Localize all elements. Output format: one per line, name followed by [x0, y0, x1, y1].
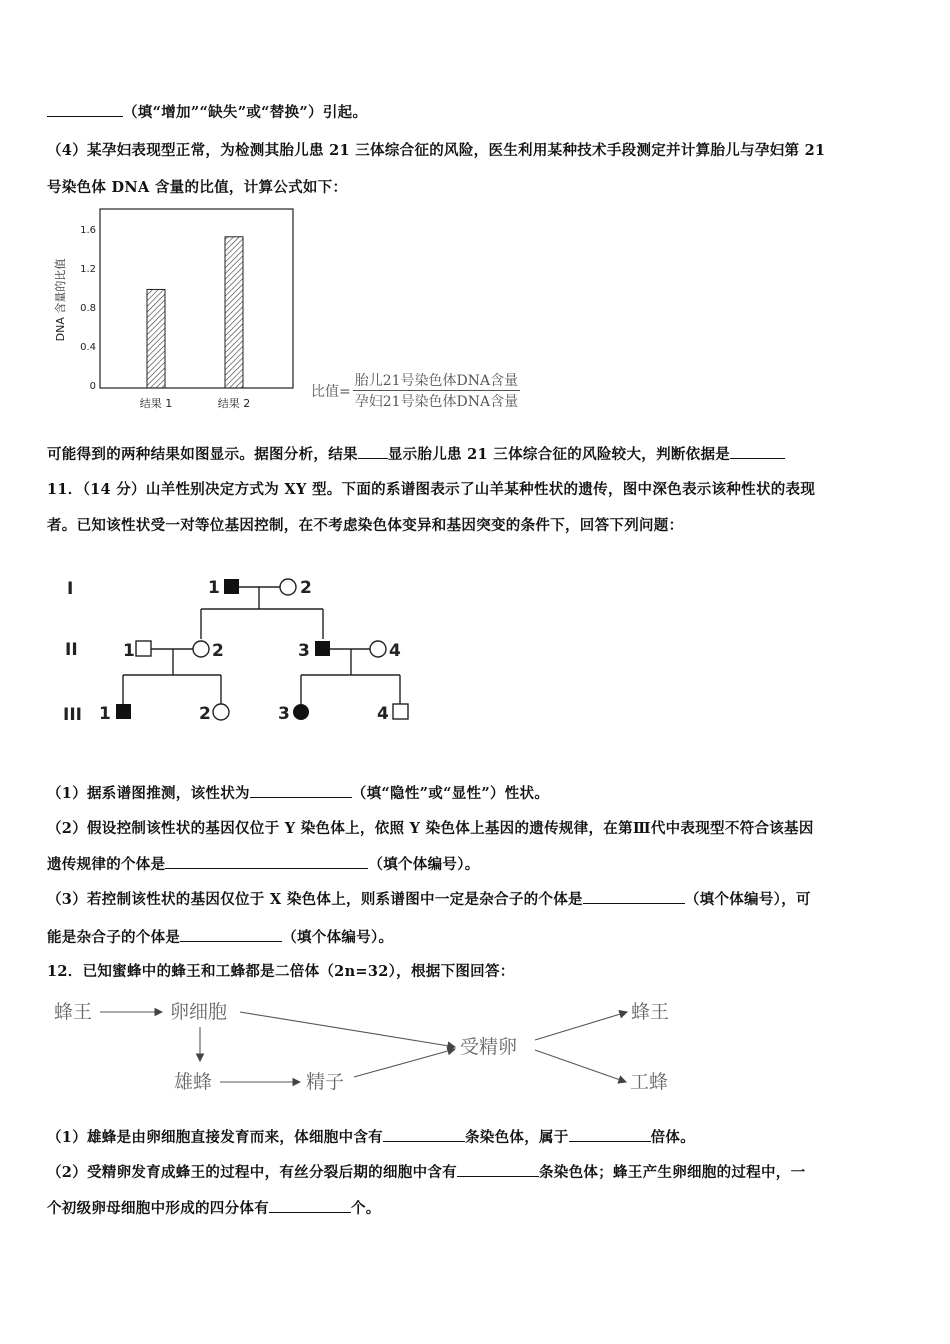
generation-label: II	[65, 640, 78, 660]
arrow	[354, 1049, 455, 1077]
gen2-male-3-affected	[315, 641, 330, 656]
individual-number: 2	[199, 704, 211, 724]
text: 个初级卵母细胞中形成的四分体有	[47, 1200, 269, 1217]
answer-blank[interactable]	[358, 444, 388, 459]
q12-stem: 12．已知蜜蜂中的蜂王和工蜂都是二倍体（2n=32），根据下图回答：	[47, 963, 515, 980]
chart-frame	[100, 209, 293, 388]
answer-blank[interactable]	[569, 1127, 651, 1142]
q11-1	[47, 782, 549, 803]
text: （填个体编号），可	[684, 891, 811, 908]
text: 遗传规律的个体是	[47, 856, 166, 873]
q10-3-tail	[47, 101, 367, 122]
text: （1）据系谱图推测，该性状为	[47, 785, 250, 802]
text: 个。	[351, 1200, 381, 1217]
y-axis-label: DNA 含量的比值	[54, 258, 67, 342]
q11-3-line2	[47, 926, 393, 947]
egg-label: 卵细胞	[170, 1001, 228, 1023]
answer-blank[interactable]	[250, 783, 352, 798]
formula-label: 比值=	[311, 383, 351, 400]
answer-blank[interactable]	[47, 102, 123, 117]
q10-4-line3	[47, 443, 785, 464]
text: （填个体编号）。	[368, 856, 480, 873]
y-tick-label: 1.6	[80, 225, 96, 236]
text: （填“隐性”或“显性”）性状。	[351, 785, 550, 802]
queen-label: 蜂王	[54, 1001, 93, 1023]
answer-blank[interactable]	[165, 854, 368, 869]
answer-blank[interactable]	[730, 444, 785, 459]
bar-2	[225, 237, 243, 388]
q11-3-line1	[47, 888, 811, 909]
q10-4-line2: 号染色体 DNA 含量的比值，计算公式如下：	[47, 179, 348, 196]
answer-blank[interactable]	[269, 1198, 351, 1213]
worker-label: 工蜂	[630, 1071, 669, 1093]
formula-denominator: 孕妇21号染色体DNA含量	[354, 394, 519, 410]
arrow	[535, 1012, 627, 1040]
queen-out-label: 蜂王	[631, 1001, 670, 1023]
zygote-label: 受精卵	[460, 1036, 518, 1058]
individual-number: 2	[212, 641, 224, 661]
x-category-label: 结果 1	[139, 397, 173, 410]
text: （2）受精卵发育成蜂王的过程中，有丝分裂后期的细胞中含有	[47, 1164, 457, 1181]
drone-label: 雄蜂	[174, 1071, 213, 1093]
y-tick-label: 0.4	[80, 342, 96, 353]
q12-1	[47, 1126, 695, 1147]
individual-number: 1	[99, 704, 111, 724]
q11-2-line2	[47, 853, 480, 874]
text: 条染色体；蜂王产生卵细胞的过程中，一	[539, 1164, 806, 1181]
answer-blank[interactable]	[383, 1127, 465, 1142]
pedigree-chart	[55, 565, 435, 735]
bee-reproduction-diagram	[50, 995, 690, 1100]
text: （填“增加”“缺失”或“替换”）引起。	[123, 104, 368, 121]
q11-stem-2: 者。已知该性状受一对等位基因控制，在不考虑染色体变异和基因突变的条件下，回答下列问题：	[47, 517, 684, 534]
gen3-female-3-affected	[293, 704, 309, 720]
text: （3）若控制该性状的基因仅位于 X 染色体上，则系谱图中一定是杂合子的个体是	[47, 891, 583, 908]
text: （1）雄蜂是由卵细胞直接发育而来，体细胞中含有	[47, 1129, 383, 1146]
text: 可能得到的两种结果如图显示。据图分析，结果	[47, 446, 358, 463]
individual-number: 1	[123, 641, 135, 661]
text: 条染色体，属于	[465, 1129, 569, 1146]
text: （填个体编号）。	[282, 929, 394, 946]
formula-numerator: 胎儿21号染色体DNA含量	[353, 370, 520, 391]
y-tick-label: 0.8	[80, 303, 96, 314]
sperm-label: 精子	[306, 1071, 345, 1093]
ratio-formula	[310, 370, 520, 411]
individual-number: 2	[300, 578, 312, 598]
individual-number: 4	[389, 641, 401, 661]
gen1-female-2	[280, 579, 296, 595]
gen3-male-4	[393, 704, 408, 719]
answer-blank[interactable]	[583, 889, 685, 904]
dna-ratio-chart	[50, 205, 300, 415]
text: 倍体。	[650, 1129, 696, 1146]
x-category-label: 结果 2	[217, 397, 251, 410]
gen2-female-4	[370, 641, 386, 657]
text: 能是杂合子的个体是	[47, 929, 181, 946]
y-tick-label: 0	[89, 381, 96, 392]
answer-blank[interactable]	[457, 1162, 539, 1177]
gen2-female-2	[193, 641, 209, 657]
q11-2-line1: （2）假设控制该性状的基因仅位于 Y 染色体上，依照 Y 染色体上基因的遗传规律，在第Ⅲ代中表现型不符合该基因	[47, 820, 814, 837]
individual-number: 3	[278, 704, 290, 724]
q12-2-line2	[47, 1197, 381, 1218]
individual-number: 3	[298, 641, 310, 661]
text: 显示胎儿患 21 三体综合征的风险较大，判断依据是	[387, 446, 731, 463]
individual-number: 1	[208, 578, 220, 598]
q11-stem-1: 11．（14 分）山羊性别决定方式为 XY 型。下面的系谱图表示了山羊某种性状的遗传，图中深色表示该种性状的表现	[47, 481, 816, 498]
gen2-male-1	[136, 641, 151, 656]
generation-label: III	[63, 705, 82, 725]
generation-label: I	[67, 579, 74, 599]
gen1-male-1-affected	[224, 579, 239, 594]
y-tick-label: 1.2	[80, 264, 96, 275]
arrow	[240, 1012, 455, 1047]
q12-2-line1	[47, 1161, 805, 1182]
q10-4-line1: （4）某孕妇表现型正常，为检测其胎儿患 21 三体综合征的风险，医生利用某种技术手段测定并计算胎儿与孕妇第 21	[47, 142, 826, 159]
bar-1	[147, 289, 165, 388]
gen3-male-1-affected	[116, 704, 131, 719]
individual-number: 4	[377, 704, 389, 724]
gen3-female-2	[213, 704, 229, 720]
answer-blank[interactable]	[180, 927, 282, 942]
arrow	[535, 1050, 626, 1082]
